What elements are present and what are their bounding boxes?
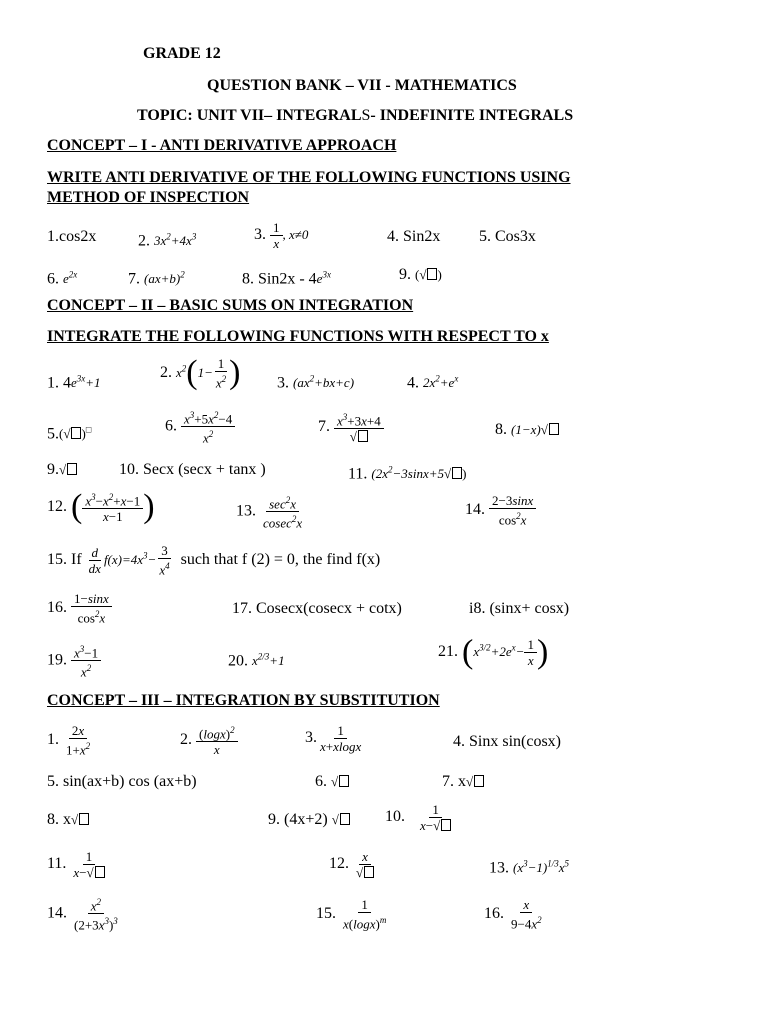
c2-q17: 17. Cosecx(cosecx + cotx)	[232, 600, 402, 617]
c1-q9: 9. (√ )	[399, 266, 442, 283]
c1-q6: 6. $e^{2x}$	[47, 270, 78, 288]
concept-1-instruction-2: METHOD OF INSPECTION	[47, 189, 250, 206]
c3-q11: 11. $\frac{1}{x-√}$	[47, 849, 108, 880]
c2-q3: 3. $(ax^2+bx+c)$	[277, 374, 355, 392]
c3-q9: 9. (4x+2) √	[268, 811, 350, 829]
grade-title: GRADE 12	[143, 45, 221, 62]
concept-1-instruction-1: WRITE ANTI DERIVATIVE OF THE FOLLOWING FUNCTIONS USING	[47, 169, 571, 186]
c2-q16: 16. $\frac{1-\sin x}{\cos^2x}$	[47, 591, 112, 625]
c1-q4: 4. Sin2x	[387, 228, 441, 245]
c2-q21: 21. ($x^{3/2}+2e^x-$ $\frac{1}{x}$ )	[438, 633, 549, 671]
c1-q5: 5. Cos3x	[479, 228, 536, 245]
document-title: QUESTION BANK – VII - MATHEMATICS	[207, 77, 517, 94]
c2-q12: 12. ( $\frac{x^3-x^2+x-1}{x-1}$ )	[47, 488, 155, 526]
c2-q14: 14. $\frac{2-3\sin x}{\cos^2x}$	[465, 493, 536, 527]
c2-q1: 1. $4e^{3x}+1$	[47, 374, 101, 392]
c1-q2: 2. $3x^2+4x^3$	[138, 232, 197, 250]
c3-q3: 3. $\frac{1}{x+xlogx}$	[305, 723, 362, 754]
c2-q4: 4. $2x^2+e^x$	[407, 374, 459, 392]
concept-2-instruction: INTEGRATE THE FOLLOWING FUNCTIONS WITH RESPECT TO x	[47, 328, 549, 345]
c2-q20: 20. $x^{2/3}+1$	[228, 652, 285, 670]
c1-q3: 3. $\frac{1}{x}$ , x≠0	[254, 220, 309, 251]
c3-q16: 16. $\frac{x}{9-4x^2}$	[484, 897, 542, 932]
c3-q13: 13. $(x^3-1)^{1/3}x^5$	[489, 859, 570, 877]
c2-q6: 6. $\frac{x^3+5x^2-4}{x^2}$	[165, 408, 235, 446]
c1-q1: 1.cos2x	[47, 228, 97, 245]
c2-q2: 2. $x^2(1-$ $\frac{1}{x^2}$ )	[160, 354, 241, 392]
topic-line	[137, 107, 573, 125]
concept-2-heading: CONCEPT – II – BASIC SUMS ON INTEGRATION	[47, 297, 414, 314]
c3-q10: 10. $\frac{1}{x-√}$	[385, 802, 454, 833]
c3-q4: 4. Sinx sin(cosx)	[453, 733, 561, 750]
c2-q8: 8. (1−x)√	[495, 421, 559, 439]
c2-q11: 11. ($2x^2-3\sin x+5√$ )	[348, 465, 467, 483]
c1-q8: 8. $Sin2x - 4e^{3x}$	[242, 270, 331, 288]
concept-3-heading: CONCEPT – III – INTEGRATION BY SUBSTITUTION	[47, 692, 440, 709]
c2-q18: i8. (sinx+ cosx)	[469, 600, 570, 617]
topic-suffix: - INDEFINITE INTEGRALS	[370, 107, 574, 124]
c3-q6: 6. √	[315, 773, 349, 791]
topic-s: S	[361, 107, 371, 124]
c3-q7: 7. x√	[442, 773, 484, 791]
c2-q7: 7. $\frac{x^3+3x+4}{√}$	[318, 410, 384, 444]
c3-q12: 12. $\frac{x}{√}$	[329, 849, 377, 880]
concept-1-heading: CONCEPT – I - ANTI DERIVATIVE APPROACH	[47, 137, 397, 154]
c3-q5: 5. sin(ax+b) cos (ax+b)	[47, 773, 197, 790]
c2-q13: 13. $\frac{\sec^2x}{cosec^2x}$	[236, 495, 303, 531]
c3-q14: 14. $\frac{x^2}{(2+3x^3)^3}$	[47, 897, 118, 933]
topic-prefix: TOPIC: UNIT VII– INTEGRAL	[137, 107, 362, 124]
c2-q5: 5.(√ )□	[47, 425, 92, 443]
c3-q8: 8. x√	[47, 811, 89, 829]
c3-q15: 15. $\frac{1}{x(\log x)^m}$	[316, 897, 387, 932]
c3-q2: 2. $\frac{(\log x)^2}{x}$	[180, 723, 238, 757]
c3-q1: 1. $\frac{2x}{1+x^2}$	[47, 723, 91, 758]
c2-q19: 19. $\frac{x^3-1}{x^2}$	[47, 642, 101, 680]
c1-q7: 7. $(ax+b)^2$	[128, 270, 185, 288]
c2-q9: 9.√	[47, 461, 77, 479]
c2-q15: 15. If $\frac{d}{dx}$ $f(x)=4x^3-$ $\frac{3}{x^4}$ such that f (2) = 0, the find f(x)	[47, 543, 381, 578]
c2-q10: 10. Secx (secx + tanx )	[119, 461, 266, 478]
